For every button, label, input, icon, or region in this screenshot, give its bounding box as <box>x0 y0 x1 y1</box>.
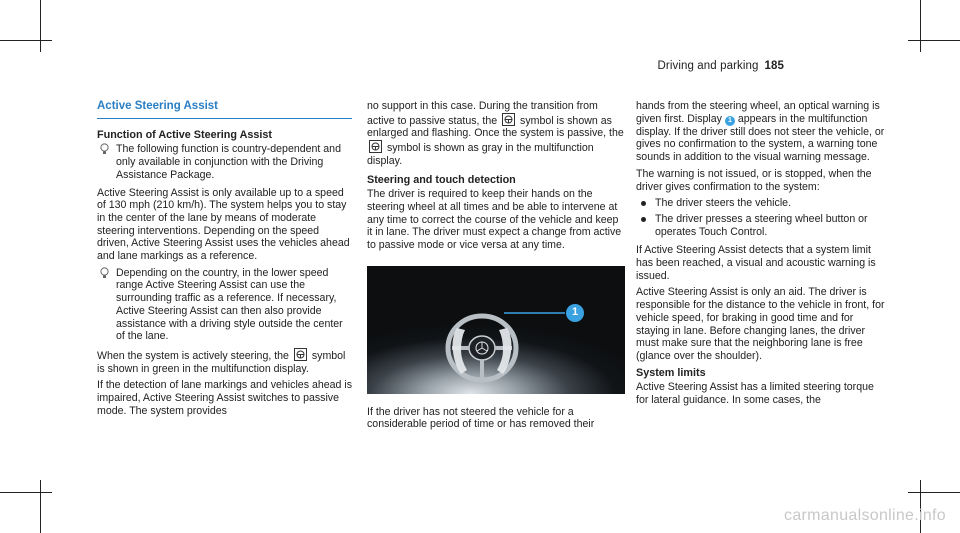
steering-assist-icon <box>294 348 307 361</box>
section-heading: Active Steering Assist <box>97 100 352 119</box>
subheading-system-limits: System limits <box>636 366 706 379</box>
column-2 <box>367 100 625 435</box>
page-number: 185 <box>764 60 784 72</box>
callout-1: 1 <box>571 305 579 318</box>
paragraph-text: symbol is shown as enlarged and flashing. Once the system is passive, the <box>367 114 624 140</box>
paragraph <box>97 348 352 375</box>
bullet-icon <box>641 217 646 222</box>
bullet-icon <box>641 201 646 206</box>
section-title: Driving and parking <box>657 60 759 72</box>
paragraph: The driver is required to keep their hands on the steering wheel at all times and be able to intervene at any time to correct the course of the vehicle and keep it in lane. The driver must expect a change from active to passive mode or vice versa at any time. <box>367 188 622 252</box>
paragraph: If Active Steering Assist detects that a system limit has been reached, a visual and acoustic warning is issued. <box>636 244 876 282</box>
crop-mark <box>908 492 960 493</box>
callout-number: 1 <box>725 116 735 126</box>
crop-mark <box>908 40 960 41</box>
subheading-function: Function of Active Steering Assist <box>97 128 272 141</box>
note-text: Depending on the country, in the lower speed range Active Steering Assist can use the surrounding traffic as a reference. If necessary, Active Steering Assist can then also provide assistance with a driving style outside the center of the lane. <box>116 266 343 343</box>
paragraph: Active Steering Assist is only an aid. The driver is responsible for the distance to the vehicle in front, for vehicle speed, for braking in good time and for staying in lane. Before changing lanes, the driver must make sure that the neighboring lane is free (glance over the shoulder). <box>636 286 885 362</box>
info-icon <box>99 143 110 159</box>
note <box>97 143 352 181</box>
crop-mark <box>0 40 52 41</box>
crop-mark <box>40 480 41 533</box>
paragraph <box>367 100 625 168</box>
paragraph: If the detection of lane markings and vehicles ahead is impaired, Active Steering Assist switches to passive mode. The system provides <box>97 379 352 417</box>
paragraph <box>636 100 888 164</box>
paragraph: The warning is not issued, or is stopped, when the driver gives confirmation to the system: <box>636 167 872 193</box>
list-item-text: The driver steers the vehicle. <box>655 197 792 210</box>
steering-assist-icon <box>369 140 382 153</box>
steering-assist-icon <box>502 113 515 126</box>
hands-on-wheel-illustration <box>367 266 625 394</box>
crop-mark <box>920 0 921 52</box>
list-item-text: The driver presses a steering wheel button or operates Touch Control. <box>655 212 868 238</box>
watermark: carmanualsonline.info <box>784 507 946 524</box>
crop-mark <box>40 0 41 52</box>
paragraph-text: appears in the multifunction display. If the driver still does not steer the vehicle, or gives no confirmation to the system, a warning tone sounds in addition to the visual warning message. <box>636 112 885 164</box>
crop-mark <box>0 492 52 493</box>
paragraph: Active Steering Assist has a limited steering torque for lateral guidance. In some cases, the <box>636 381 874 407</box>
paragraph: If the driver has not steered the vehicle for a considerable period of time or has removed their <box>367 405 595 431</box>
paragraph-text: symbol is shown as gray in the multifunction display. <box>367 142 594 167</box>
list-item <box>636 213 888 238</box>
paragraph-text: no support in this case. During the transition from active to passive status, the <box>367 100 598 127</box>
column-3 <box>636 100 888 411</box>
column-1 <box>97 100 352 421</box>
paragraph-text: When the system is actively steering, the <box>97 349 289 362</box>
paragraph: Active Steering Assist is only available up to a speed of 130 mph (210 km/h). The system helps you to stay in the center of the lane by means of moderate steering interventions. Depending on the speed driven, Active Steering Assist uses the vehicles ahead and lane markings as a reference. <box>97 186 350 263</box>
page-header <box>658 60 784 72</box>
note-text: The following function is country-dependent and only available in conjunction with the Driving Assistance Package. <box>116 143 341 181</box>
info-icon <box>99 267 110 283</box>
subheading-touch-detection: Steering and touch detection <box>367 173 516 186</box>
note <box>97 267 352 343</box>
list-item <box>636 197 888 210</box>
paragraph-text: hands from the steering wheel, an optical warning is given first. Display <box>636 100 880 125</box>
paragraph-text: symbol is shown in green in the multifunction display. <box>97 349 346 375</box>
